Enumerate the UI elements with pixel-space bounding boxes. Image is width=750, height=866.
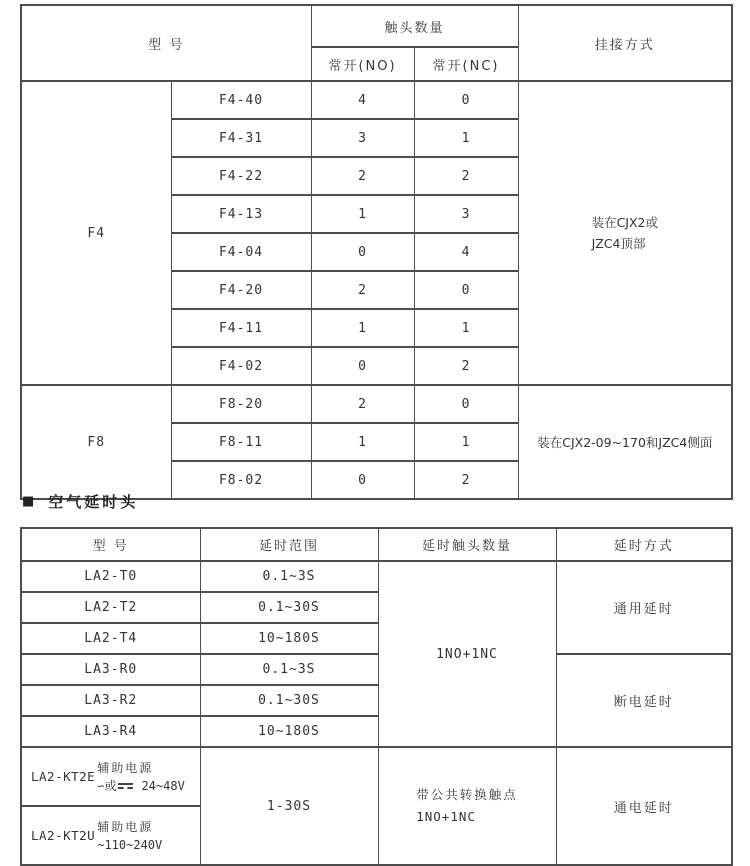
header-nc: 常开(NC) [414,47,518,81]
nc-cell: 1 [414,309,518,347]
kt2e-model: LA2-KT2E [31,769,96,784]
no-cell: 1 [311,309,414,347]
model-cell: F4-40 [171,81,311,119]
nc-cell: 0 [414,385,518,423]
range-cell: 0.1~3S [200,654,378,685]
mounting-f4-line1: 装在CJX2或 [591,214,658,230]
table-row [21,81,732,119]
contact-head-table [20,4,733,500]
header-no: 常开(NO) [311,47,414,81]
header-model: 型 号 [21,528,200,561]
model-cell: F4-04 [171,233,311,271]
model-cell: LA2-T2 [21,592,200,623]
no-cell: 1 [311,195,414,233]
model-kt2u-cell [21,806,200,865]
mounting-f8-cell: 装在CJX2-09~170和JZC4侧面 [518,385,732,499]
section-bullet-icon: ■ [22,494,35,509]
model-cell: F8-11 [171,423,311,461]
model-cell: LA3-R0 [21,654,200,685]
contacts-std-cell: 1NO+1NC [378,561,556,747]
nc-cell: 4 [414,233,518,271]
range-cell: 10~180S [200,716,378,747]
model-cell: LA2-T0 [21,561,200,592]
mounting-f4-line2: JZC4顶部 [591,236,646,251]
table-header-row [21,528,732,561]
kt-contacts-line1: 带公共转换触点 [416,786,518,802]
kt-range-cell: 1-30S [200,747,378,865]
no-cell: 1 [311,423,414,461]
model-cell: F4-20 [171,271,311,309]
table-header-row [21,5,732,47]
model-cell: F4-02 [171,347,311,385]
range-cell: 0.1~30S [200,685,378,716]
nc-cell: 2 [414,347,518,385]
model-kt2e-cell [21,747,200,806]
model-cell: LA3-R4 [21,716,200,747]
no-cell: 0 [311,347,414,385]
table-row [21,654,732,685]
ac-or-text: ∽或 [97,778,117,793]
air-delay-head-table [20,527,733,866]
model-cell: F4-22 [171,157,311,195]
mode-on-delay-cell: 通电延时 [556,747,732,865]
section-title-text: 空气延时头 [48,493,139,511]
mounting-f4-cell [518,81,732,385]
model-cell: F4-13 [171,195,311,233]
no-cell: 2 [311,271,414,309]
nc-cell: 0 [414,81,518,119]
range-cell: 0.1~3S [200,561,378,592]
kt2e-aux-label: 辅助电源 [97,760,154,775]
header-delay-range: 延时范围 [200,528,378,561]
no-cell: 3 [311,119,414,157]
no-cell: 2 [311,385,414,423]
kt2e-voltage: 24~48V [141,778,185,793]
header-mounting: 挂接方式 [518,5,732,81]
range-cell: 10~180S [200,623,378,654]
model-cell: F8-02 [171,461,311,499]
model-cell: LA3-R2 [21,685,200,716]
section-title-air-delay-head [22,491,138,512]
nc-cell: 3 [414,195,518,233]
kt-contacts-cell [378,747,556,865]
header-delay-contacts: 延时触头数量 [378,528,556,561]
header-contact-qty: 触头数量 [311,5,518,47]
kt2u-model: LA2-KT2U [31,828,96,843]
table-row [21,747,732,806]
nc-cell: 2 [414,461,518,499]
group-f8: F8 [21,385,171,499]
no-cell: 0 [311,461,414,499]
mode-off-delay-cell: 断电延时 [556,654,732,747]
group-f4: F4 [21,81,171,385]
no-cell: 0 [311,233,414,271]
model-cell: F8-20 [171,385,311,423]
no-cell: 4 [311,81,414,119]
table-row [21,561,732,592]
nc-cell: 2 [414,157,518,195]
kt2u-aux-label: 辅助电源 [97,819,154,834]
dc-symbol-icon [118,783,133,792]
range-cell: 0.1~30S [200,592,378,623]
header-delay-mode: 延时方式 [556,528,732,561]
kt2u-voltage: ~110~240V [97,837,163,852]
no-cell: 2 [311,157,414,195]
nc-cell: 1 [414,119,518,157]
model-cell: F4-31 [171,119,311,157]
model-cell: F4-11 [171,309,311,347]
nc-cell: 0 [414,271,518,309]
mode-general-cell: 通用延时 [556,561,732,654]
model-cell: LA2-T4 [21,623,200,654]
header-model: 型 号 [21,5,311,81]
kt-contacts-line2: 1NO+1NC [416,809,476,824]
table-row [21,385,732,423]
nc-cell: 1 [414,423,518,461]
